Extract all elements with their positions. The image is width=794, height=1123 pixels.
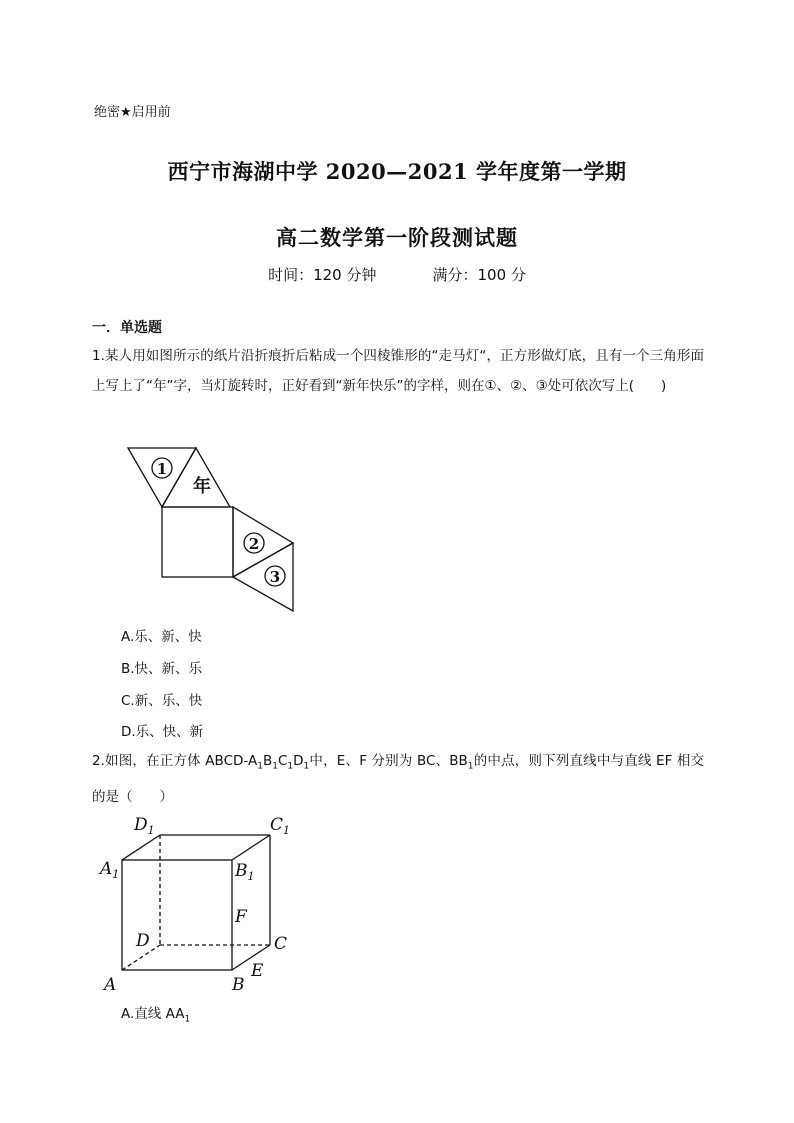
exam-subtitle: 高二数学第一阶段测试题 bbox=[276, 225, 518, 250]
cube-front-face bbox=[122, 860, 232, 970]
label-A: A bbox=[104, 975, 117, 995]
exam-title: 西宁市海湖中学 2020—2021 学年度第一学期 bbox=[167, 159, 627, 184]
pyramid-net-figure bbox=[122, 443, 302, 615]
exam-score: 满分：100 分 bbox=[432, 266, 526, 284]
net-triangle-3 bbox=[233, 543, 293, 611]
label-A1: $A_1$ bbox=[100, 859, 120, 881]
q2-option-a[interactable]: A.直线 $AA_1$ bbox=[121, 1006, 191, 1025]
circled-digit-1: 1 bbox=[156, 460, 168, 478]
exam-info bbox=[0, 264, 794, 285]
q1-option-a[interactable]: A.乐、新、快 bbox=[121, 629, 202, 645]
edge-a1-d1 bbox=[122, 835, 160, 860]
label-D1: $D_1$ bbox=[134, 815, 155, 837]
label-D: D bbox=[136, 931, 150, 951]
edge-b1-c1 bbox=[232, 835, 270, 860]
label-F: F bbox=[235, 907, 247, 927]
label-C1: $C_1$ bbox=[270, 815, 291, 837]
circled-digit-2: 2 bbox=[248, 535, 260, 553]
net-square-base bbox=[162, 507, 233, 577]
label-C: C bbox=[274, 934, 288, 954]
net-triangle-2 bbox=[233, 507, 293, 577]
question-2-text: 2.如图，在正方体 ABCD-$A_1B_1C_1D_1$中，E、F 分别为 BC、$BB_1$的中点，则下列直线中与直线 EF 相交的是（ ） bbox=[92, 753, 704, 805]
q1-option-c[interactable]: C.新、乐、快 bbox=[121, 693, 203, 709]
exam-time: 时间：120 分钟 bbox=[268, 266, 377, 284]
label-B: B bbox=[232, 975, 245, 995]
q1-option-d[interactable]: D.乐、快、新 bbox=[121, 724, 204, 740]
label-B1: $B_1$ bbox=[235, 861, 255, 883]
confidential-label: 绝密★启用前 bbox=[94, 105, 171, 120]
q1-option-b[interactable]: B.快、新、乐 bbox=[121, 661, 203, 677]
cube-figure bbox=[98, 810, 303, 995]
year-character: 年 bbox=[193, 476, 211, 497]
circled-digit-3: 3 bbox=[269, 568, 281, 586]
label-E: E bbox=[251, 961, 264, 981]
question-1-text: 1.某人用如图所示的纸片沿折痕折后粘成一个四棱锥形的“走马灯“，正方形做灯底，且有一个三角形面上写上了“年”字，当灯旋转时，正好看到“新年快乐”的字样，则在①、②、③处可依次写上( ) bbox=[92, 348, 704, 394]
section-heading: 一．单选题 bbox=[92, 320, 162, 336]
